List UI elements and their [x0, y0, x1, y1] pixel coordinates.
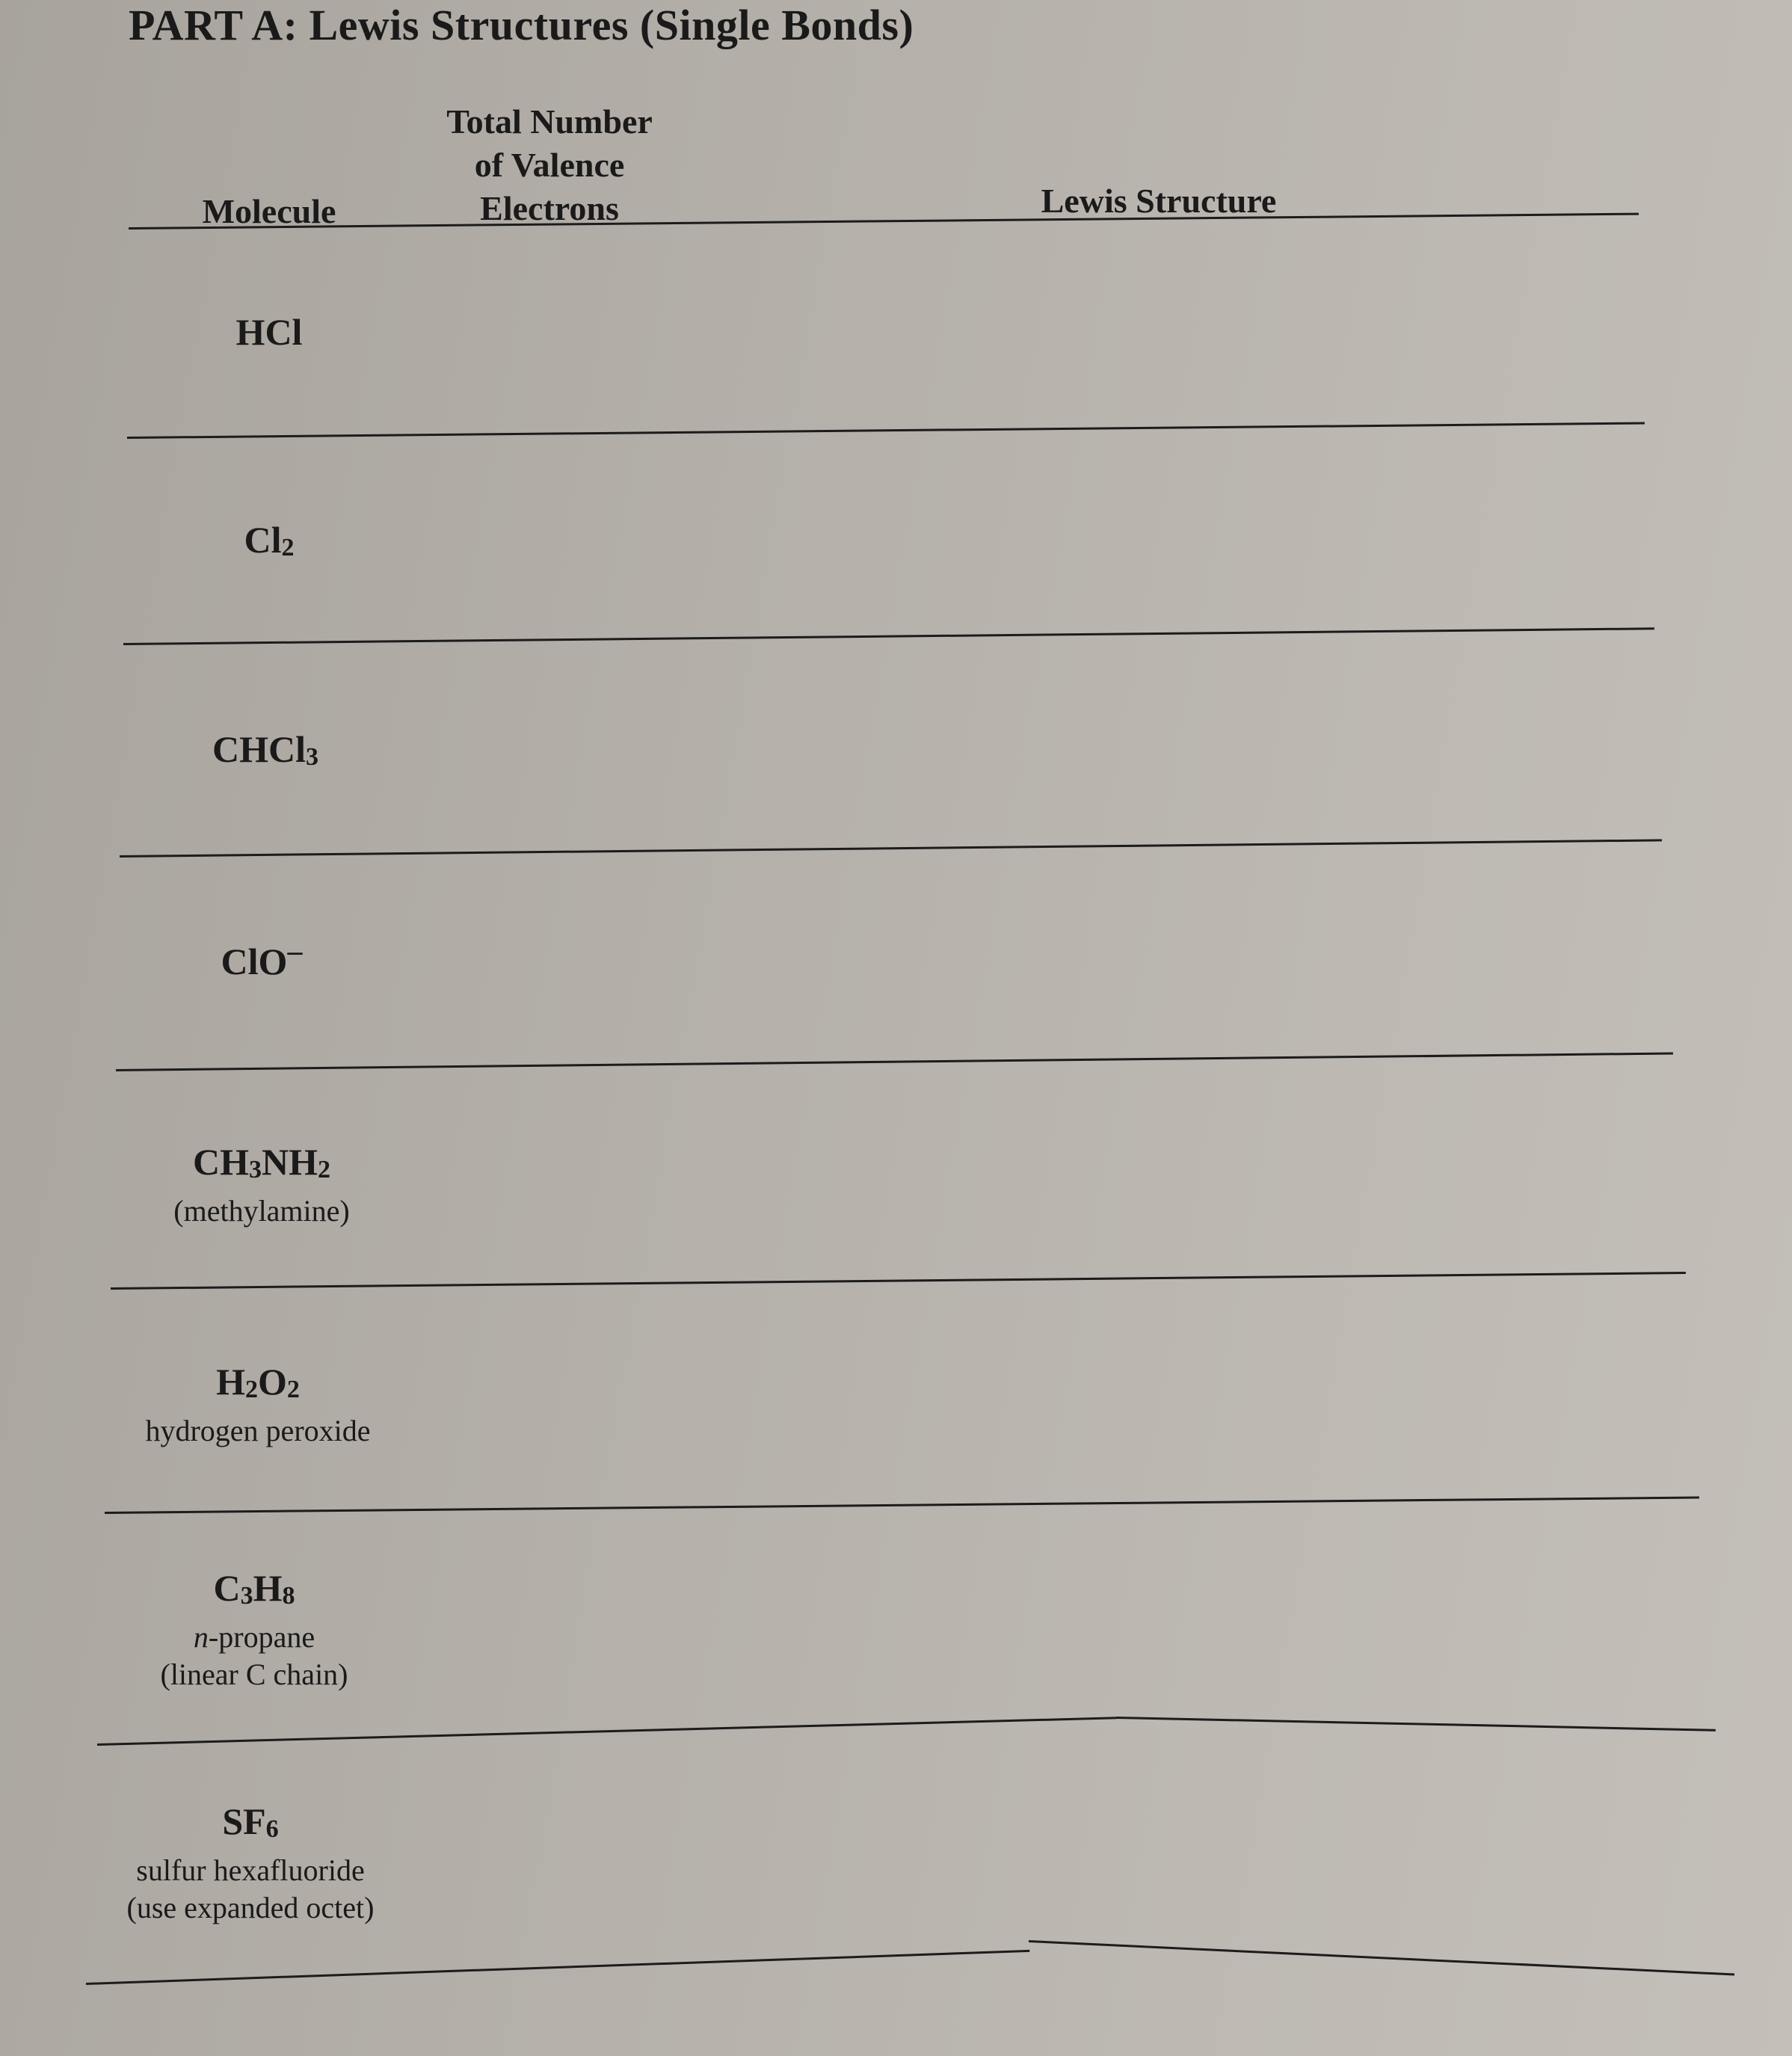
- row-divider: [120, 839, 1662, 858]
- molecule-column-header: Molecule: [202, 192, 336, 230]
- formula: $SF_6$: [222, 1800, 279, 1843]
- row-divider: [116, 1052, 1673, 1071]
- molecule-note: (linear C chain): [160, 1658, 348, 1691]
- row-divider: [127, 422, 1645, 439]
- formula: ClO–: [221, 934, 303, 982]
- formula: $CH_3NH_2$: [193, 1141, 330, 1184]
- lewis-structure-column-header: Lewis Structure: [1041, 182, 1277, 220]
- row-divider: [1029, 1940, 1734, 1976]
- molecule-methylamine: [150, 1139, 374, 1230]
- molecule-hydrogen-peroxide: [123, 1359, 392, 1450]
- molecule-name: n-propane: [193, 1620, 315, 1654]
- page-title: PART A: Lewis Structures (Single Bonds): [129, 1, 914, 49]
- valence-electrons-column-header: [396, 100, 703, 230]
- formula: $Cl_2$: [244, 519, 295, 561]
- valence-header-line-2: of Valence: [474, 146, 625, 184]
- row-divider: [111, 1272, 1686, 1290]
- molecule-sulfur-hexafluoride: [108, 1799, 392, 1927]
- molecule-name: sulfur hexafluoride: [136, 1853, 365, 1887]
- row-divider: [105, 1497, 1699, 1514]
- row-divider: [123, 627, 1654, 645]
- valence-header-line-3: Electrons: [480, 189, 619, 227]
- molecule-cl2: [157, 517, 381, 570]
- valence-header-line-1: Total Number: [446, 102, 653, 141]
- molecule-clo-ion: [150, 934, 374, 984]
- formula: $C_3H_8$: [213, 1567, 295, 1610]
- molecule-n-propane: [135, 1566, 374, 1693]
- row-divider: [86, 1950, 1029, 1985]
- formula: HCl: [235, 311, 303, 353]
- molecule-name: hydrogen peroxide: [145, 1414, 371, 1447]
- row-divider: [1116, 1717, 1716, 1732]
- formula: $H_2O_2$: [216, 1361, 300, 1403]
- row-divider: [97, 1717, 1117, 1746]
- formula: CHCl$_3$: [212, 728, 318, 771]
- molecule-chcl3: [153, 727, 378, 780]
- molecule-name: (methylamine): [173, 1194, 350, 1228]
- molecule-hcl: [157, 310, 381, 354]
- molecule-note: (use expanded octet): [126, 1891, 375, 1924]
